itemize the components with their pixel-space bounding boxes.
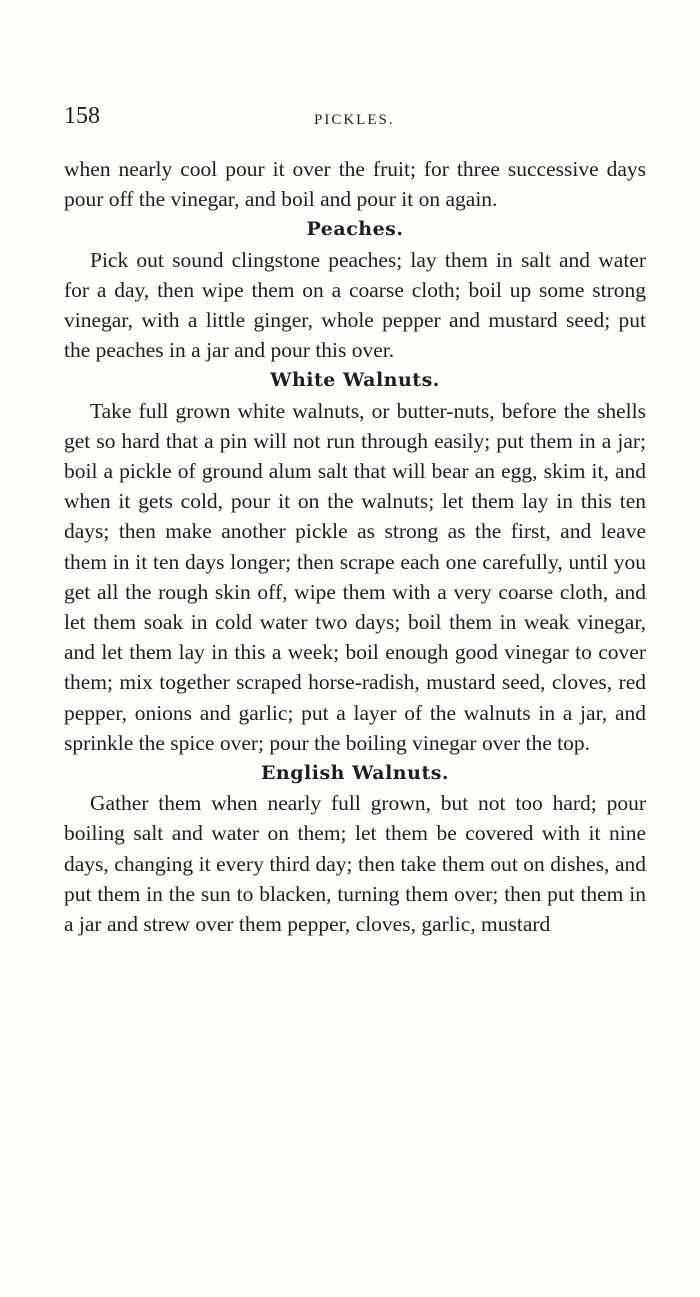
- section-heading-peaches: Peaches.: [306, 218, 404, 241]
- section-heading-white-walnuts: White Walnuts.: [270, 369, 440, 392]
- section-text-white-walnuts: Take full grown white walnuts, or butter-nuts, before the shells get so hard that a pin will not run through easily; put them in a jar; boil a pickle of ground alum salt that will bear an egg, skim it, and when it gets cold, pour it on the walnuts; let them lay in this ten days; then make another pickle as strong as the first, and leave them in it ten days longer; then scrape each one carefully, until you get all the rough skin off, wipe them with a very coarse cloth, and let them soak in cold water two days; boil them in weak vinegar, and let them lay in this a week; boil enough good vinegar to cover them; mix together scraped horse-radish, mustard seed, cloves, red pepper, onions and garlic; put a layer of the walnuts in a jar, and sprinkle the spice over; pour the boiling vinegar over the top.: [64, 398, 646, 755]
- page-number: 158: [64, 103, 100, 129]
- running-title: PICKLES.: [314, 112, 395, 128]
- section-heading-english-walnuts: English Walnuts.: [260, 762, 450, 785]
- section-text-english-walnuts: Gather them when nearly full grown, but not too hard; pour boiling salt and water on them; let them be covered with it nine days, changing it every third day; then take them out on dishes, and put them in the sun to blacken, turning them over; then put them in a jar and strew over them pepper, cloves, garlic, mustard: [64, 791, 646, 937]
- body-text: [64, 154, 646, 939]
- section-text-peaches: Pick out sound clingstone peaches; lay them in salt and water for a day, then wipe them on a coarse cloth; boil up some strong vinegar, with a little ginger, whole pepper and mustard seed; put the peaches in a jar and pour this over.: [64, 247, 646, 363]
- running-head: [64, 103, 646, 135]
- continuation-paragraph: when nearly cool pour it over the fruit; for three successive days pour off the vinegar, and boil and pour it on again.: [64, 157, 646, 212]
